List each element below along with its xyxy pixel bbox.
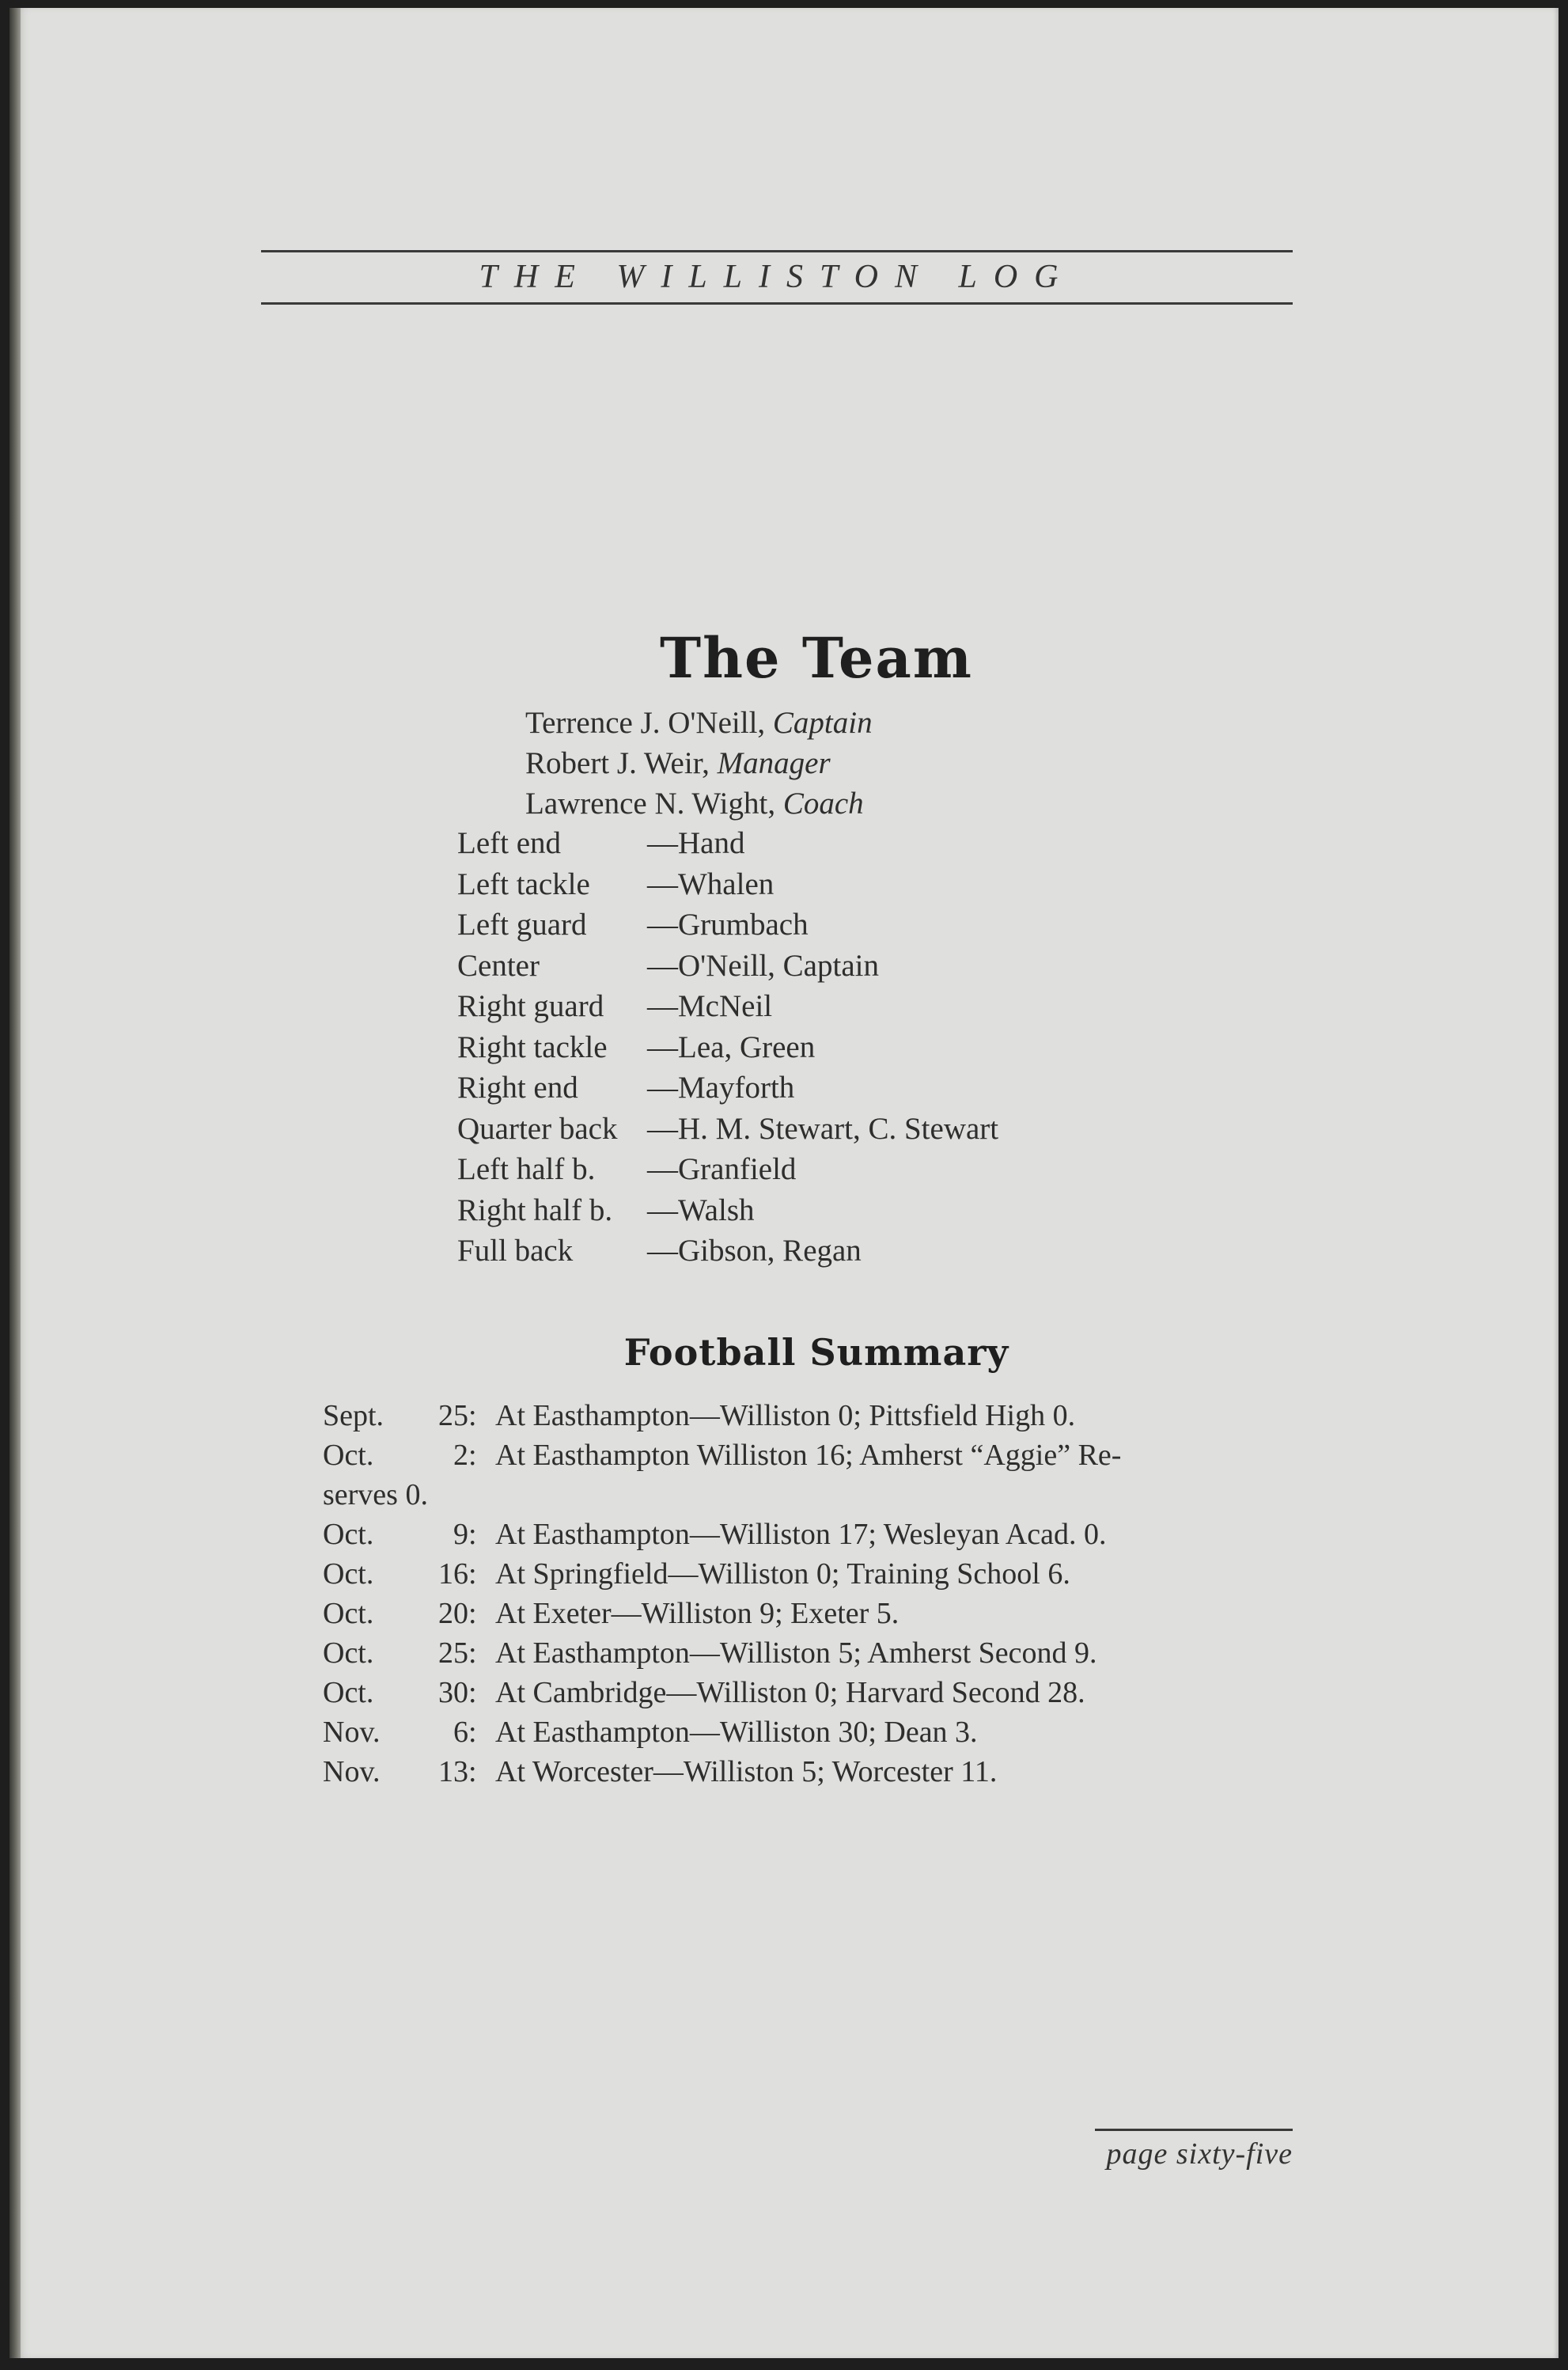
game-row bbox=[323, 1554, 1121, 1594]
game-month: Oct. bbox=[323, 1676, 374, 1709]
lineup-row bbox=[457, 823, 998, 864]
player-names: —Granfield bbox=[647, 1152, 797, 1186]
officer-name: Robert J. Weir, bbox=[525, 746, 718, 780]
game-date bbox=[323, 1752, 468, 1792]
position-name: Right guard bbox=[457, 989, 604, 1023]
position-name: Left guard bbox=[457, 908, 587, 942]
game-result: At Easthampton—Williston 17; Wesleyan Acad. 0. bbox=[495, 1518, 1107, 1551]
game-day: 13 bbox=[438, 1755, 468, 1788]
game-month: Oct. bbox=[323, 1557, 374, 1591]
game-day: 25 bbox=[438, 1399, 468, 1432]
game-day: 9 bbox=[453, 1518, 468, 1551]
game-date bbox=[323, 1515, 468, 1554]
game-date bbox=[323, 1554, 468, 1594]
player-names: —O'Neill, Captain bbox=[647, 948, 879, 983]
game-summary-list bbox=[323, 1396, 1121, 1792]
game-date bbox=[323, 1435, 468, 1475]
game-row bbox=[323, 1594, 1121, 1633]
lineup-row bbox=[457, 946, 998, 987]
date-colon: : bbox=[468, 1597, 477, 1630]
date-colon: : bbox=[468, 1755, 477, 1788]
player-names: —Lea, Green bbox=[647, 1030, 816, 1064]
game-row-continuation: serves 0. bbox=[323, 1478, 428, 1511]
officer-line bbox=[525, 703, 873, 743]
game-result: At Exeter—Williston 9; Exeter 5. bbox=[495, 1597, 900, 1630]
player-names: —Hand bbox=[647, 826, 745, 860]
date-colon: : bbox=[468, 1439, 477, 1472]
officer-role: Captain bbox=[772, 706, 873, 740]
game-day: 25 bbox=[438, 1636, 468, 1670]
player-names: —Gibson, Regan bbox=[647, 1234, 862, 1268]
position-name: Left half b. bbox=[457, 1152, 596, 1186]
player-names: —Whalen bbox=[647, 866, 775, 901]
game-day: 6 bbox=[453, 1716, 468, 1749]
footer-rule bbox=[1095, 2129, 1293, 2131]
game-result: At Worcester—Williston 5; Worcester 11. bbox=[495, 1755, 998, 1788]
game-result: At Easthampton—Williston 30; Dean 3. bbox=[495, 1716, 978, 1749]
position-name: Right half b. bbox=[457, 1193, 613, 1227]
player-names: —Walsh bbox=[647, 1193, 755, 1227]
officer-name: Lawrence N. Wight, bbox=[525, 787, 783, 821]
game-day: 2 bbox=[453, 1439, 468, 1472]
game-result: At Easthampton Williston 16; Amherst “Aggie” Re- bbox=[495, 1439, 1122, 1472]
game-month: Oct. bbox=[323, 1636, 374, 1670]
game-row bbox=[323, 1515, 1121, 1554]
team-officers bbox=[525, 703, 873, 824]
date-colon: : bbox=[468, 1636, 477, 1670]
game-row bbox=[323, 1673, 1121, 1712]
lineup-row bbox=[457, 1190, 998, 1231]
position-name: Left tackle bbox=[457, 866, 590, 901]
game-date bbox=[323, 1712, 468, 1752]
game-date bbox=[323, 1673, 468, 1712]
player-names: —Mayforth bbox=[647, 1071, 795, 1105]
game-date bbox=[323, 1396, 468, 1435]
game-result: At Easthampton—Williston 5; Amherst Second 9. bbox=[495, 1636, 1097, 1670]
game-result: At Springfield—Williston 0; Training School 6. bbox=[495, 1557, 1070, 1591]
date-colon: : bbox=[468, 1518, 477, 1551]
game-day: 16 bbox=[438, 1557, 468, 1591]
officer-line bbox=[525, 783, 873, 824]
game-result: At Cambridge—Williston 0; Harvard Second 28. bbox=[495, 1676, 1085, 1709]
game-row bbox=[323, 1633, 1121, 1673]
lineup-row bbox=[457, 986, 998, 1027]
page-binding-edge bbox=[9, 8, 21, 2358]
game-month: Oct. bbox=[323, 1597, 374, 1630]
game-row bbox=[323, 1396, 1121, 1435]
game-month: Oct. bbox=[323, 1518, 374, 1551]
lineup-row bbox=[457, 1067, 998, 1109]
summary-heading: Football Summary bbox=[623, 1331, 1009, 1374]
date-colon: : bbox=[468, 1557, 477, 1591]
team-heading: The Team bbox=[660, 625, 973, 691]
lineup-list bbox=[457, 823, 998, 1272]
position-name: Center bbox=[457, 948, 540, 983]
game-row bbox=[323, 1752, 1121, 1792]
header-rule-bottom bbox=[261, 302, 1293, 305]
officer-role: Coach bbox=[782, 787, 864, 821]
officer-line bbox=[525, 743, 873, 783]
position-name: Right tackle bbox=[457, 1030, 608, 1064]
date-colon: : bbox=[468, 1676, 477, 1709]
game-row bbox=[323, 1712, 1121, 1752]
game-row bbox=[323, 1435, 1121, 1475]
position-name: Left end bbox=[457, 826, 562, 860]
lineup-row bbox=[457, 864, 998, 905]
officer-name: Terrence J. O'Neill, bbox=[525, 706, 773, 740]
running-title: THE WILLISTON LOG bbox=[479, 259, 1075, 295]
game-result: At Easthampton—Williston 0; Pittsfield High 0. bbox=[495, 1399, 1076, 1432]
game-date bbox=[323, 1594, 468, 1633]
game-month: Sept. bbox=[323, 1399, 384, 1432]
game-day: 20 bbox=[438, 1597, 468, 1630]
lineup-row bbox=[457, 1231, 998, 1272]
page-number: page sixty-five bbox=[1106, 2137, 1293, 2171]
game-month: Nov. bbox=[323, 1755, 381, 1788]
game-day: 30 bbox=[438, 1676, 468, 1709]
player-names: —McNeil bbox=[647, 989, 773, 1023]
game-month: Nov. bbox=[323, 1716, 381, 1749]
player-names: —Grumbach bbox=[647, 908, 809, 942]
player-names: —H. M. Stewart, C. Stewart bbox=[647, 1111, 999, 1146]
game-month: Oct. bbox=[323, 1439, 374, 1472]
date-colon: : bbox=[468, 1716, 477, 1749]
lineup-row bbox=[457, 1149, 998, 1190]
officer-role: Manager bbox=[717, 746, 831, 780]
position-name: Full back bbox=[457, 1234, 574, 1268]
date-colon: : bbox=[468, 1399, 477, 1432]
game-date bbox=[323, 1633, 468, 1673]
lineup-row bbox=[457, 904, 998, 946]
header-rule-top bbox=[261, 250, 1293, 252]
position-name: Quarter back bbox=[457, 1111, 618, 1146]
lineup-row bbox=[457, 1027, 998, 1068]
book-page bbox=[9, 8, 1559, 2358]
lineup-row bbox=[457, 1109, 998, 1150]
position-name: Right end bbox=[457, 1071, 578, 1105]
